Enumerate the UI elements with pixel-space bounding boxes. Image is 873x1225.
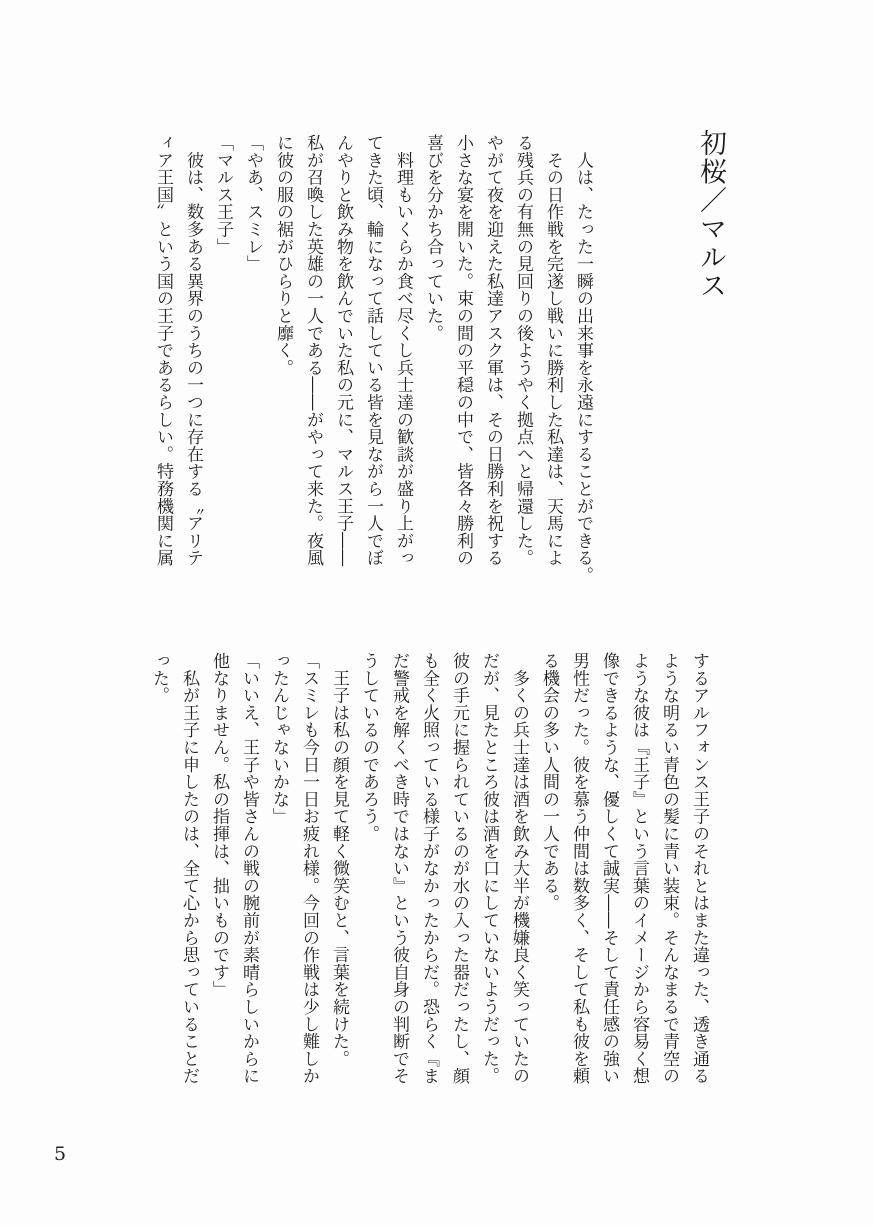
text-column: 小さな宴を開いた。束の間の平穏の中で、皆各々勝利の	[453, 134, 473, 567]
text-column: 喜びを分かち合っていた。	[423, 134, 443, 342]
text-column: 多くの兵士達は酒を飲み大半が機嫌良く笑っていたの	[509, 652, 529, 1085]
text-column: 人は、たった一瞬の出来事を永遠にすることができる。	[573, 134, 593, 584]
text-column: 彼は、数多ある異界のうちの一つに存在する〝アリテ	[183, 134, 203, 567]
text-column: ような彼は『王子』という言葉のイメージから容易く想	[629, 652, 649, 1085]
text-column: 男性だった。彼を慕う仲間は数多く、そして私も彼を頼	[569, 652, 589, 1085]
text-column: る機会の多い人間の一人である。	[539, 652, 559, 912]
text-column: る残兵の有無の見回りの後ようやく拠点へと帰還した。	[513, 134, 533, 567]
text-column: だ警戒を解くべき時ではない』という彼自身の判断でそ	[389, 652, 409, 1085]
text-column: ィア王国〟という国の王子であるらしい。特務機関に属	[153, 134, 173, 567]
text-column: んやりと飲み物を飲んでいた私の元に、マルス王子――	[333, 134, 353, 567]
text-column: 「スミレも今日一日お疲れ様。今回の作戦は少し難しか	[299, 652, 319, 1085]
text-column: 「マルス王子」	[213, 134, 233, 256]
upper-text-block	[148, 134, 598, 586]
text-column: だが、見たところ彼は酒を口にしていないようだった。	[479, 652, 499, 1085]
text-column: 「いいえ、王子や皆さんの戦の腕前が素晴らしいからに	[239, 652, 259, 1085]
text-column: するアルフォンス王子のそれとはまた違った、透き通る	[689, 652, 709, 1085]
page-number: 5	[54, 1143, 67, 1165]
text-column: に彼の服の裾がひらりと靡く。	[273, 134, 293, 377]
text-column: 像できるような、優しくて誠実――そして責任感の強い	[599, 652, 619, 1085]
text-column: 他なりません。私の指揮は、拙いものです」	[209, 652, 229, 998]
text-column: 私が召喚した英雄の一人である――がやって来た。夜風	[303, 134, 323, 567]
text-column: ったんじゃないかな」	[269, 652, 289, 825]
text-column: てきた頃、輪になって話している皆を見ながら一人でぼ	[363, 134, 383, 567]
lower-text-block	[144, 652, 714, 1104]
text-column: った。	[149, 652, 169, 704]
text-column: ような明るい青色の髪に青い装束。そんなまるで青空の	[659, 652, 679, 1085]
text-column: うしているのであろう。	[359, 652, 379, 843]
text-column: も全く火照っている様子がなかったからだ。恐らく『ま	[419, 652, 439, 1085]
text-column: その日作戦を完遂し戦いに勝利した私達は、天馬によ	[543, 134, 563, 567]
text-column: 料理もいくらか食べ尽くし兵士達の歓談が盛り上がっ	[393, 134, 413, 567]
page-title: 初桜／マルス	[695, 129, 726, 300]
text-column: 私が王子に申したのは、全て心から思っていることだ	[179, 652, 199, 1085]
text-column: 彼の手元に握られているのが水の入った器だったし、顔	[449, 652, 469, 1085]
text-column: 王子は私の顔を見て軽く微笑むと、言葉を続けた。	[329, 652, 349, 1068]
text-column: やがて夜を迎えた私達アスク軍は、その日勝利を祝する	[483, 134, 503, 567]
text-column: 「やあ、スミレ」	[243, 134, 263, 273]
